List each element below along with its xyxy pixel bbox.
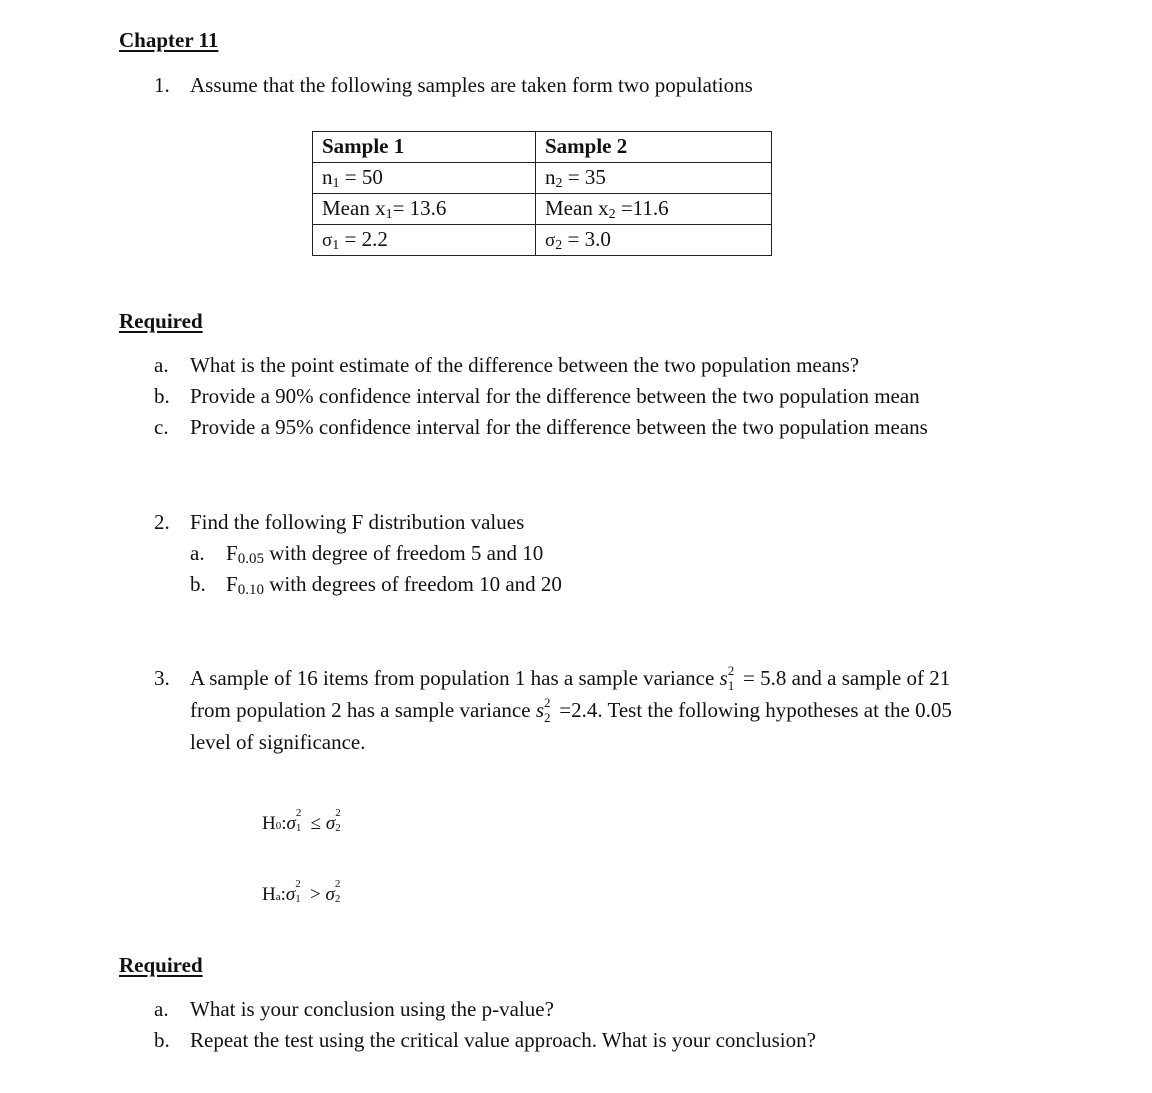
cell-value: =11.6 bbox=[615, 196, 669, 221]
item-label: b. bbox=[154, 384, 170, 408]
question-2-number: 2. bbox=[154, 510, 170, 534]
cell-text: n bbox=[322, 165, 333, 190]
required-heading-1: Required bbox=[119, 309, 203, 333]
cell-text: Mean x bbox=[322, 196, 386, 221]
sigma1-sup-sub bbox=[295, 878, 305, 905]
s-symbol: s bbox=[719, 666, 728, 690]
cell-text: n bbox=[545, 165, 556, 190]
subscript: 2 bbox=[335, 822, 341, 834]
cell-value: = 35 bbox=[562, 165, 606, 190]
h-subscript: a bbox=[275, 891, 281, 903]
chapter-title: Chapter 11 bbox=[119, 28, 219, 52]
s-symbol: s bbox=[535, 698, 544, 722]
item-label: b. bbox=[154, 1028, 170, 1052]
list-item bbox=[154, 384, 920, 409]
subscript: 2 bbox=[334, 893, 341, 905]
sigma-symbol: σ bbox=[286, 813, 296, 834]
sigma-symbol: σ bbox=[545, 230, 556, 252]
h-symbol: H bbox=[262, 884, 276, 905]
subscript: 1 bbox=[295, 893, 301, 905]
sigma2-sup-sub bbox=[334, 878, 345, 905]
table-cell bbox=[536, 225, 772, 256]
table-row bbox=[313, 225, 772, 256]
cell-subscript: 2 bbox=[555, 176, 563, 192]
operator: ≤ bbox=[305, 813, 326, 834]
table-header-row bbox=[313, 132, 772, 163]
superscript: 2 bbox=[334, 878, 341, 890]
item-label: c. bbox=[154, 415, 169, 439]
item-text: with degree of freedom 5 and 10 bbox=[263, 541, 544, 565]
cell-value: = 50 bbox=[339, 165, 383, 190]
sigma1-sup-sub bbox=[295, 807, 306, 834]
question-1-text: Assume that the following samples are taken form two populations bbox=[190, 73, 753, 97]
item-text: What is your conclusion using the p-value? bbox=[190, 997, 554, 1021]
question-1 bbox=[154, 73, 753, 98]
samples-table bbox=[312, 131, 772, 256]
question-3-line-1 bbox=[154, 663, 951, 693]
list-item bbox=[190, 572, 562, 599]
superscript: 2 bbox=[335, 807, 341, 819]
cell-subscript: 2 bbox=[608, 207, 616, 223]
cell-subscript: 1 bbox=[332, 176, 340, 192]
cell-subscript: 1 bbox=[385, 207, 393, 223]
sigma-symbol: σ bbox=[285, 884, 296, 905]
table-row bbox=[313, 194, 772, 225]
question-3-text: =2.4. Test the following hypotheses at the 0.05 bbox=[554, 698, 952, 722]
table-cell bbox=[313, 194, 536, 225]
item-text: Provide a 95% confidence interval for the difference between the two population means bbox=[190, 415, 928, 439]
table-row bbox=[313, 163, 772, 194]
item-label: a. bbox=[190, 541, 205, 565]
superscript: 2 bbox=[295, 878, 301, 890]
list-item bbox=[154, 353, 859, 378]
question-2-text: Find the following F distribution values bbox=[190, 510, 525, 534]
list-item bbox=[154, 1028, 816, 1053]
sigma2-sup-sub bbox=[335, 807, 345, 834]
operator: > bbox=[305, 884, 326, 905]
question-3-text: from population 2 has a sample variance bbox=[190, 698, 536, 722]
cell-value: = 13.6 bbox=[392, 196, 447, 221]
item-text: What is the point estimate of the difference between the two population means? bbox=[190, 353, 860, 377]
question-2 bbox=[154, 510, 524, 535]
s2-sup-sub bbox=[544, 695, 554, 725]
f-symbol: F bbox=[226, 541, 238, 565]
table-cell bbox=[313, 163, 536, 194]
required-heading-2: Required bbox=[119, 953, 203, 977]
superscript: 2 bbox=[727, 663, 735, 678]
item-text: Provide a 90% confidence interval for the difference between the two population mean bbox=[190, 384, 920, 408]
subscript: 2 bbox=[544, 710, 551, 725]
list-item bbox=[154, 997, 554, 1022]
cell-value: = 3.0 bbox=[562, 227, 611, 252]
f-symbol: F bbox=[226, 572, 238, 596]
superscript: 2 bbox=[544, 695, 551, 710]
cell-text: Mean x bbox=[545, 196, 609, 221]
h-subscript: 0 bbox=[275, 820, 282, 832]
h-symbol: H bbox=[262, 813, 276, 834]
question-3-text: = 5.8 and a sample of 21 bbox=[737, 666, 951, 690]
question-3-number: 3. bbox=[154, 666, 170, 690]
sigma-symbol: σ bbox=[325, 884, 335, 905]
question-3-line-2 bbox=[190, 695, 952, 725]
item-label: a. bbox=[154, 353, 169, 377]
list-item bbox=[154, 415, 928, 440]
table-header-sample-2: Sample 2 bbox=[536, 132, 772, 163]
null-hypothesis bbox=[262, 807, 345, 836]
sigma-symbol: σ bbox=[325, 813, 336, 834]
cell-value: = 2.2 bbox=[339, 227, 388, 252]
question-3-line-3: level of significance. bbox=[190, 730, 366, 754]
sigma-symbol: σ bbox=[322, 230, 333, 252]
cell-subscript: 1 bbox=[332, 238, 340, 254]
item-label: a. bbox=[154, 997, 169, 1021]
table-header-sample-1: Sample 1 bbox=[313, 132, 536, 163]
alternative-hypothesis bbox=[262, 878, 345, 907]
table-cell bbox=[536, 194, 772, 225]
list-item bbox=[190, 541, 543, 568]
item-label: b. bbox=[190, 572, 206, 596]
item-text: Repeat the test using the critical value approach. What is your conclusion? bbox=[190, 1028, 816, 1052]
superscript: 2 bbox=[295, 807, 302, 819]
table-cell bbox=[536, 163, 772, 194]
table-cell bbox=[313, 225, 536, 256]
s1-sup-sub bbox=[727, 663, 738, 693]
f-subscript: 0.10 bbox=[237, 582, 264, 598]
cell-subscript: 2 bbox=[555, 238, 563, 254]
question-1-number: 1. bbox=[154, 73, 170, 97]
f-subscript: 0.05 bbox=[237, 551, 264, 567]
colon: : bbox=[281, 813, 287, 834]
question-3-text: A sample of 16 items from population 1 has a sample variance bbox=[190, 666, 720, 690]
colon: : bbox=[280, 884, 286, 905]
subscript: 1 bbox=[727, 678, 735, 693]
subscript: 1 bbox=[295, 822, 302, 834]
item-text: with degrees of freedom 10 and 20 bbox=[263, 572, 562, 596]
